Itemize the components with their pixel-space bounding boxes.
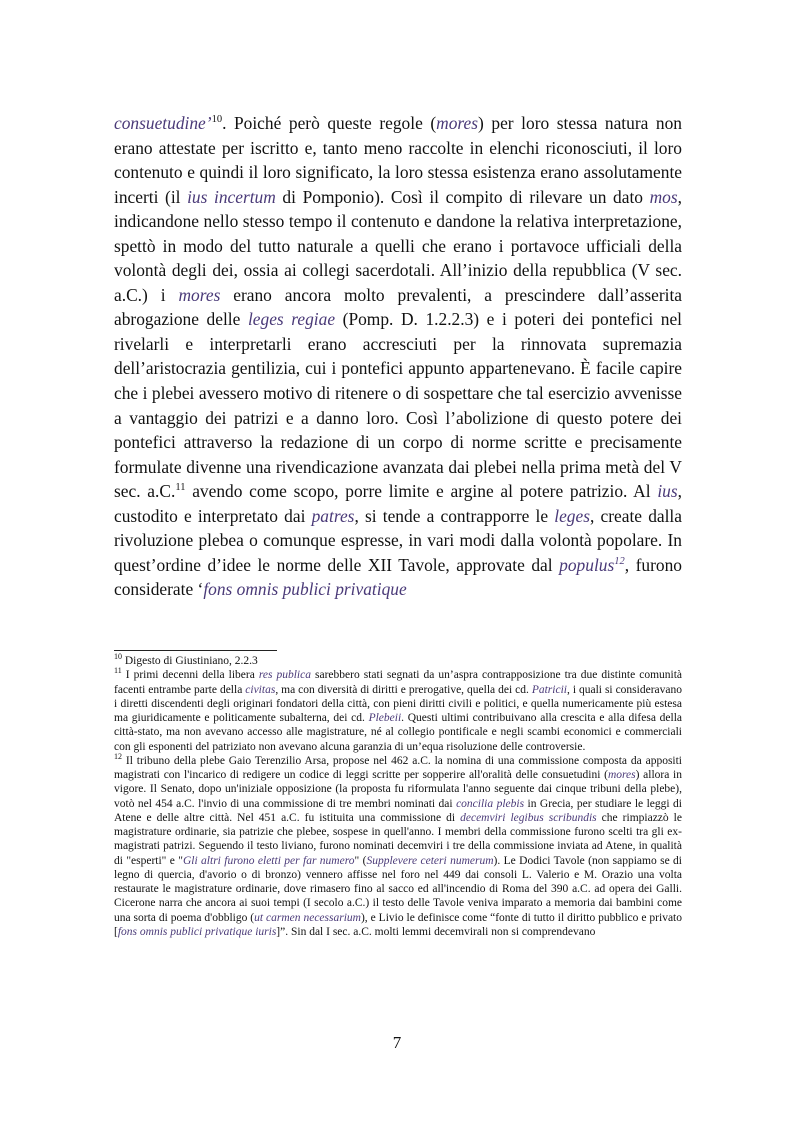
main-paragraph: consuetudine’$^{10}$. Poiché però queste regole (mores) per loro stessa natura non erano attestate per iscritto e, tanto meno raccolte in elenchi riconosciuti, il loro contenuto e quindi il loro significato, la loro stessa esistenza erano assolutamente incerti (il ius incertum di Pomponio). Così il compito di rilevare un dato mos, indicandone nello stesso tempo il contenuto e dandone la relativa interpretazione, spettò in modo del tutto naturale a quelli che erano i portavoce ufficiali della volontà degli dei, ossia ai collegi sacerdotali. All’inizio della repubblica (V sec. a.C.) i mores erano ancora molto prevalenti, a prescindere dall’asserita abrogazione delle leges regiae (Pomp. D. 1.2.2.3) e i poteri dei pontefici nel rivelarli e interpretarli erano accresciuti per la rinnovata supremazia dell’aristocrazia gentilizia, cui i pontefici appunto appartenevano. È facile capire che i plebei avessero motivo di ritenere o di sospettare che tal esercizio avvenisse a vantaggio dei patrizi e a danno loro. Così l’abolizione di questo potere dei pontefici attraverso la redazione di un corpo di norme scritte e precisamente formulate divenne una rivendicazione avanzata dai plebei nella prima metà del V sec. a.C.$^{11}$ avendo come scopo, porre limite e argine al potere patrizio. Al ius, custodito e interpretato dai patres, si tende a contrapporre le leges, create dalla rivoluzione plebea o comunque espresse, in vari modi dalla volontà popolare. In quest’ordine d’idee le norme delle XII Tavole, approvate dal populus$^{12}$, furono considerate ‘fons omnis publici privatique (114, 113, 683, 600)
footnote-10: $^{10}$ Digesto di Giustiniano, 2.2.3 (114, 652, 258, 667)
page-number: 7 (392, 1033, 402, 1052)
footnote-ref-10: 10 (211, 114, 223, 126)
footnote-12: $^{12}$ Il tribuno della plebe Gaio Terenzilio Arsa, propose nel 462 a.C. la nomina di una commissione composta da appositi magistrati con l'incarico di redigere un codice di leggi scritte per sopperire all'oralità delle consuetudini (mores) allora in vigore. Il Senato, dopo un'iniziale opposizione (la proposta fu riformulata l'anno seguente dai cinque tribuni della plebe), votò nel 454 a.C. l'invio di una commissione di tre membri nominati dai concilia plebis in Grecia, per studiare le leggi di Atene e delle altre città. Nel 451 a.C. fu istituita una commissione di decemviri legibus scribundis che rimpiazzò le magistrature ordinarie, sia patrizie che plebee, sospese in quell'anno. I membri della commissione furono scelti tra gli ex-magistrati patrizi. Seguendo il testo liviano, furono nominati decemviri i tre della commissione inviata ad Atene, in qualità di "esperti" e "Gli altri furono eletti per far numero" (Supplevere ceteri numerum). Le Dodici Tavole (non sappiamo se di legno di quercia, d'avorio o di bronzo) vennero affisse nel foro nel 449 dai consoli L. Valerio e M. Orazio una volta restaurate le magistrature ordinarie, dove rimasero fino al sacco ed all'incendio di Roma del 390 a.C. ad opera dei Galli. Cicerone narra che ancora ai suoi tempi (I secolo a.C.) il testo delle Tavole veniva imparato a memoria dai bambini come una sorta di poema d'obbligo (ut carmen necessarium), e Livio le definisce come “fonte di tutto il diritto pubblico e privato [fons omnis publici privatique iuris]”. Sin dal I sec. a.C. molti lemmi decemvirali non si comprendevano (114, 751, 683, 938)
footnote-separator (114, 650, 277, 651)
footnote-ref-11: 11 (175, 482, 186, 494)
footnote-11: $^{11}$ I primi decenni della libera res publica sarebbero stati segnati da un’aspra contrapposizione tra due distinte comunità facenti entrambe parte della civitas, ma con diversità di diritti e prerogative, quella dei cd. Patricii, i quali si consideravano i diretti discendenti degli originari fondatori della città, con pieni diritti civili e politici, e quella numericamente più estesa ma giuridicamente e politicamente subalterna, dei cd. Plebeii. Questi ultimi contribuivano alla crescita e alla difesa della città-stato, ma non avevano accesso alle magistrature, né al collegio pontificale e negli scambi economici e commerciali con gli esponenti del patriziato non avevano alcuna garanzia di un’equa risoluzione delle controversie. (114, 666, 683, 753)
footnotes (114, 654, 682, 939)
footnote-ref-12: 12 (614, 556, 625, 568)
